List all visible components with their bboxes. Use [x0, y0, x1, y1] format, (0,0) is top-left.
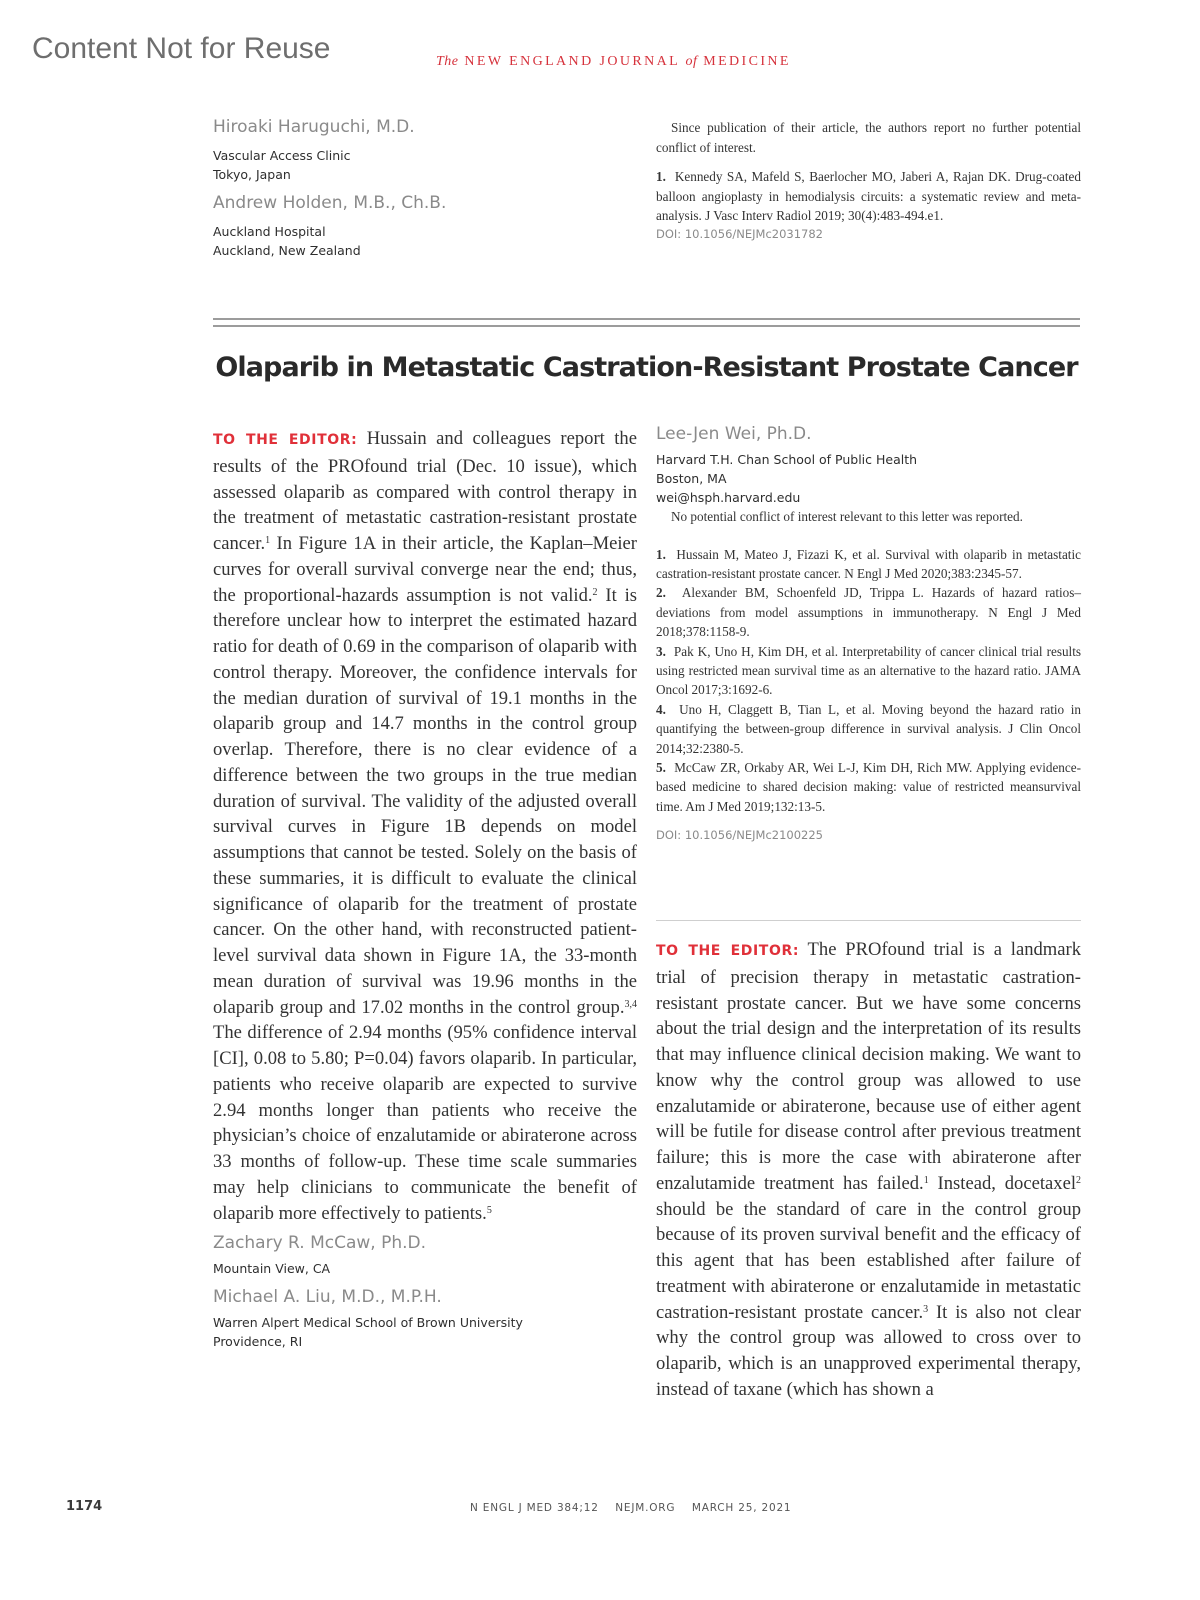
section-divider [213, 318, 1080, 327]
citation-superscript: 2 [1076, 1174, 1081, 1186]
reference-number: 1. [656, 169, 666, 185]
author-affiliation: Vascular Access Clinic [213, 148, 351, 163]
doi-link[interactable]: DOI: 10.1056/NEJMc2031782 [656, 227, 823, 242]
author-name: Hiroaki Haruguchi, M.D. [213, 117, 415, 137]
reference-item [656, 700, 1081, 758]
reference-text: Alexander BM, Schoenfeld JD, Trippa L. Hazards of hazard ratios–deviations from model assumptions in immunotherapy. N Engl J Med 2018;378:1158-9. [656, 585, 1081, 640]
journal-name-2: MEDICINE [697, 54, 791, 69]
citation-superscript: 3,4 [624, 998, 637, 1010]
article-title: Olaparib in Metastatic Castration-Resistant Prostate Cancer [215, 352, 1078, 383]
author-location: Boston, MA [656, 471, 727, 486]
citation-superscript: 2 [592, 586, 598, 598]
author-affiliation: Mountain View, CA [213, 1261, 331, 1277]
citation-superscript: 5 [486, 1204, 492, 1216]
author-name: Zachary R. McCaw, Ph.D. [213, 1233, 427, 1254]
reference-text: McCaw ZR, Orkaby AR, Wei L-J, Kim DH, Rich MW. Applying evidence-based medicine to shared decision making: value of restricted meansurvival time. Am J Med 2019;132:13-5. [656, 760, 1081, 814]
prev-letter-notes [656, 118, 1081, 243]
reference-item [656, 167, 1081, 225]
author-name: Lee-Jen Wei, Ph.D. [656, 424, 812, 444]
to-the-editor-label: TO THE EDITOR: [656, 943, 800, 959]
author-name: Michael A. Liu, M.D., M.P.H. [213, 1287, 442, 1308]
reference-text: Uno H, Claggett B, Tian L, et al. Moving beyond the hazard ratio in quantifying the between-group difference in survival analysis. J Clin Oncol 2014;32:2380-5. [656, 701, 1082, 756]
journal-name-1: NEW ENGLAND JOURNAL [458, 54, 686, 69]
reference-item [656, 545, 1081, 584]
to-the-editor-label: TO THE EDITOR: [213, 432, 358, 448]
citation-superscript: 3 [923, 1303, 929, 1315]
letter-2-body [656, 937, 1081, 1403]
journal-masthead [436, 54, 791, 70]
author-location: Auckland, New Zealand [213, 243, 361, 258]
reference-number: 5. [656, 760, 666, 776]
reference-text: Pak K, Uno H, Kim DH, et al. Interpretability of cancer clinical trial results using restricted mean survival time as an alternative to the hazard ratio. JAMA Oncol 2017;3:1692-6. [656, 643, 1082, 698]
author-location: Providence, RI [213, 1334, 303, 1350]
page-number: 1174 [66, 1499, 103, 1514]
text-run: It is also not clear why the control group was allowed to cross over to olaparib, which is an unapproved experimental therapy, instead of taxane (which has shown a [656, 1301, 1081, 1400]
reference-text: Kennedy SA, Mafeld S, Baerlocher MO, Jaberi A, Rajan DK. Drug-coated balloon angioplasty in hemodialysis circuits: a systematic review and meta-analysis. J Vasc Interv Radiol 2019; 30(4):483-494.e1. [656, 169, 1082, 223]
letter-1-paragraph [213, 426, 637, 1226]
letter-1-body [213, 426, 637, 1351]
prev-letter-authors [213, 116, 637, 260]
journal-the: The [436, 54, 459, 69]
footer-citation: N ENGL J MED 384;12 NEJM.ORG MARCH 25, 2021 [470, 1502, 792, 1514]
text-run: Hussain and colleagues report the results of the PROfound trial (Dec. 10 issue), which assessed olaparib as compared with control therapy in the treatment of metastatic castration-resistant prostate cancer. [213, 428, 637, 554]
disclosure: No potential conflict of interest relevant to this letter was reported. [671, 509, 1023, 524]
reference-text: Hussain M, Mateo J, Fizazi K, et al. Survival with olaparib in metastatic castration-resistant prostate cancer. N Engl J Med 2020;383:2345-57. [656, 546, 1081, 581]
reference-number: 2. [656, 585, 666, 601]
letter-1-notes [656, 423, 1081, 844]
reference-item [656, 758, 1081, 816]
text-run: Instead, docetaxel [928, 1172, 1076, 1194]
author-affiliation: Harvard T.H. Chan School of Public Health [656, 452, 918, 467]
author-affiliation: Auckland Hospital [213, 224, 326, 239]
reference-item [656, 583, 1081, 641]
citation-superscript: 1 [923, 1174, 929, 1186]
text-run: The difference of 2.94 months (95% confidence interval [CI], 0.08 to 5.80; P=0.04) favors olaparib. In particular, patients who receive olaparib are expected to survive 2.94 months longer than patients who receive the physician’s choice of enzalutamide or abiraterone across 33 months of follow-up. These time scale summaries may help clinicians to communicate the benefit of olaparib more effectively to patients. [213, 1022, 637, 1224]
watermark: Content Not for Reuse [32, 32, 331, 65]
reference-number: 1. [656, 546, 666, 562]
author-affiliation: Warren Alpert Medical School of Brown University [213, 1315, 523, 1331]
text-run: In Figure 1A in their article, the Kaplan–Meier curves for overall survival converge near the end; thus, the proportional-hazards assumption is not valid. [213, 533, 637, 606]
text-run: The PROfound trial is a landmark trial of precision therapy in metastatic castration-resistant prostate cancer. But we have some concerns about the trial design and the interpretation of its results that may influence clinical decision making. We want to know why the control group was allowed to use enzalutamide or abiraterone, because use of either agent will be futile for disease control after previous treatment failure; this is more the case with abiraterone after enzalutamide treatment has failed. [656, 939, 1082, 1194]
author-location: Tokyo, Japan [213, 167, 291, 182]
letter-2-paragraph [656, 937, 1081, 1403]
reference-number: 3. [656, 643, 666, 659]
text-run: It is therefore unclear how to interpret the estimated hazard ratio for death of 0.69 in the comparison of olaparib with control therapy. Moreover, the confidence intervals for the median duration of survival of 19.1 months in the olaparib group and 14.7 months in the control group overlap. Therefore, there is no clear evidence of a difference between the two groups in the true median duration of survival. The validity of the adjusted overall survival curves in Figure 1B depends on model assumptions that cannot be tested. Solely on the basis of these summaries, it is difficult to evaluate the clinical significance of olaparib for the treatment of prostate cancer. On the other hand, with reconstructed patient-level survival data shown in Figure 1A, the 33-month mean duration of survival was 19.96 months in the olaparib group and 17.02 months in the control group. [213, 584, 638, 1018]
author-email[interactable]: wei@hsph.harvard.edu [656, 490, 801, 505]
journal-of: of [685, 54, 698, 69]
reference-number: 4. [656, 701, 666, 717]
doi-link[interactable]: DOI: 10.1056/NEJMc2100225 [656, 828, 823, 843]
citation-superscript: 1 [265, 535, 271, 546]
letter-divider [656, 920, 1081, 921]
text-run: should be the standard of care in the control group because of its proven survival benefit and the efficacy of this agent that has been established after failure of treatment with abiraterone or enzalutamide in metastatic castration-resistant prostate cancer. [656, 1198, 1081, 1323]
author-name: Andrew Holden, M.B., Ch.B. [213, 193, 447, 213]
reference-item [656, 642, 1081, 700]
disclosure: Since publication of their article, the authors report no further potential conflict of interest. [656, 120, 1081, 155]
